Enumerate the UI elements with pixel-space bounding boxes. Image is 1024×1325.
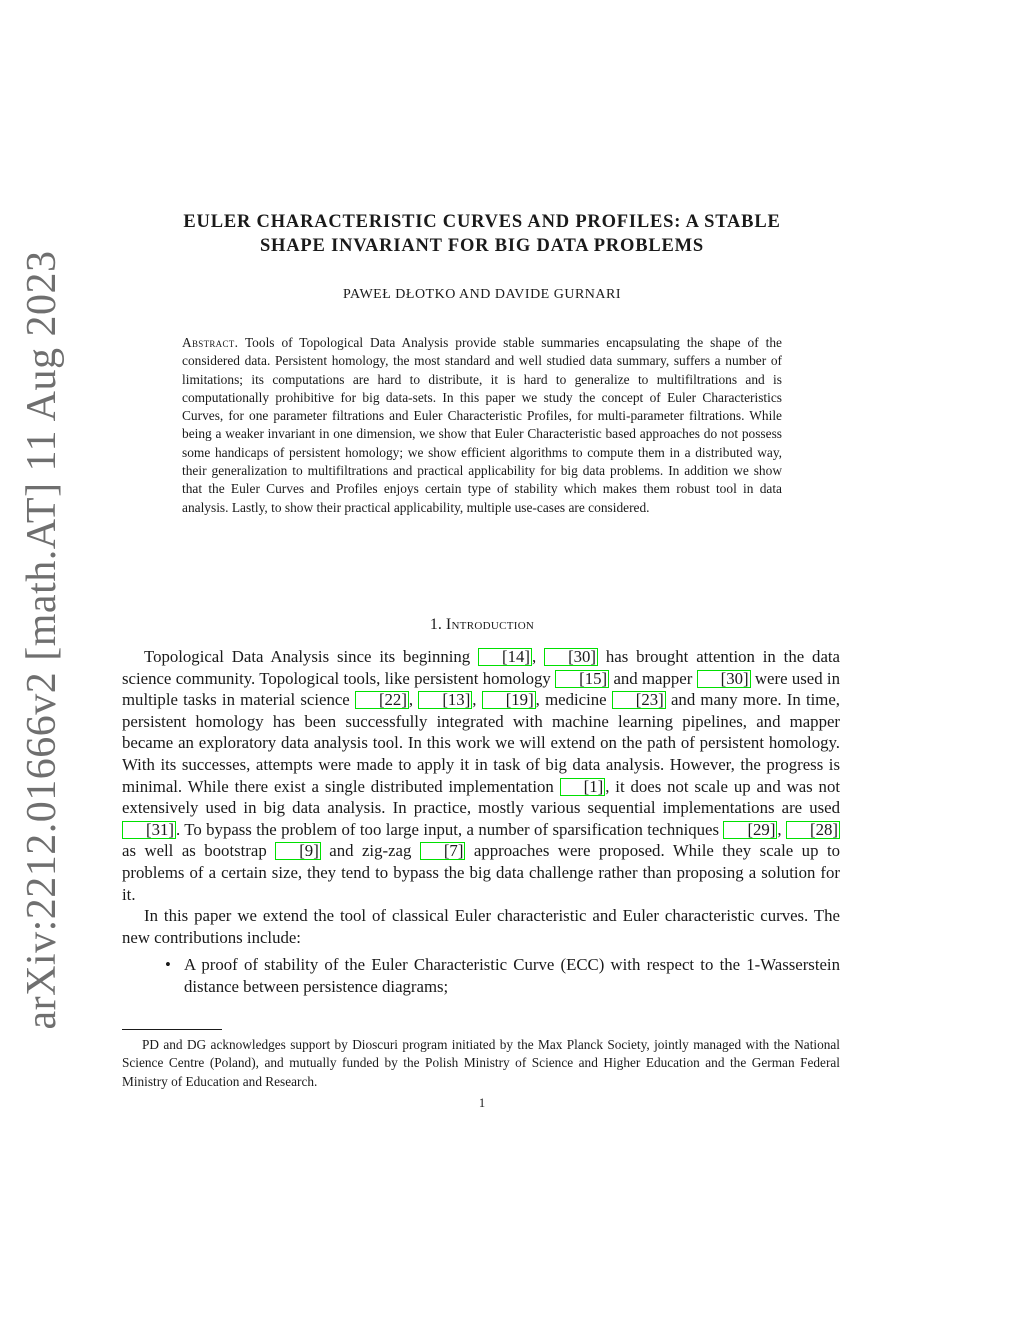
abstract-text: Tools of Topological Data Analysis provide stable summaries encapsulating the shape of the considered data. Persistent homology, the most standard and well studied data summary, suffers a number of limitations; its computations are hard to distribute, it is hard to generalize to multifiltrations and is computationally prohibitive for big data-sets. In this paper we study the concept of Euler Characteristics Curves, for one parameter filtrations and Euler Characteristic Profiles, for multi-parameter filtrations. While being a weaker invariant in one dimension, we show that Euler Characteristic based approaches do not possess some handicaps of persistent homology; we show efficient algorithms to compute them in a distributed way, their generalization to multifiltrations and practical applicability for big data problems. In addition we show that the Euler Curves and Profiles enjoys certain type of stability which makes them robust tool in data analysis. Lastly, to show their practical applicability, multiple use-cases are considered.	[182, 335, 782, 515]
paper-title	[122, 210, 842, 258]
intro-paragraph-1	[122, 646, 840, 905]
citation-link[interactable]: [9]	[275, 842, 321, 860]
text-run: . To bypass the problem of too large input, a number of sparsification techniques	[175, 819, 724, 839]
text-run: as well as bootstrap	[122, 841, 276, 861]
introduction-body	[122, 646, 840, 998]
text-run: ,	[777, 819, 787, 839]
text-run: , medicine	[535, 690, 612, 710]
text-run: has brought attention in the data science community. Topological tools, like persistent homology	[122, 647, 841, 688]
text-run: Topological Data Analysis since its beginning	[144, 647, 479, 666]
arxiv-identifier-text: arXiv:2212.01666v2 [math.AT] 11 Aug 2023	[19, 250, 65, 1030]
text-run: , it does not scale up and was not extensively used in big data analysis. In practice, mostly various sequential implementations are used	[122, 776, 840, 818]
contributions-list	[122, 954, 840, 997]
citation-link[interactable]: [29]	[723, 821, 777, 839]
section-number: 1.	[429, 616, 442, 633]
section-title: Introduction	[445, 616, 535, 633]
bullet-icon: •	[165, 955, 171, 975]
text-run: ,	[532, 647, 545, 666]
citation-link[interactable]: [13]	[418, 691, 472, 709]
footnote-rule	[122, 1029, 222, 1030]
title-line-2: SHAPE INVARIANT FOR BIG DATA PROBLEMS	[259, 236, 705, 256]
citation-link[interactable]: [30]	[544, 648, 598, 666]
abstract-label: Abstract.	[182, 335, 239, 350]
list-item-text: A proof of stability of the Euler Characteristic Curve (ECC) with respect to the 1-Wasserstein distance between persistence diagrams;	[184, 955, 840, 996]
citation-link[interactable]: [30]	[697, 670, 751, 688]
text-run: approaches were proposed. While they scale up to problems of a certain size, they tend to bypass the big data challenge rather than proposing a solution for it.	[122, 841, 840, 904]
text-run: ,	[472, 690, 482, 710]
text-run: and many more. In time, persistent homology has been successfully integrated with machine learning pipelines, and mapper became an exploratory data analysis tool. In this work we will extend on the path of persistent homology. With its successes, attempts were made to apply it in task of big data analysis. However, the progress is minimal. While there exist a single distributed implementation	[122, 690, 841, 796]
authors: PAWEŁ DŁOTKO AND DAVIDE GURNARI	[342, 287, 622, 302]
citation-link[interactable]: [23]	[612, 691, 666, 709]
footnote: PD and DG acknowledges support by Dioscuri program initiated by the Max Planck Society, jointly managed with the National Science Centre (Poland), and mutually funded by the Polish Ministry of Science and Higher Education and the German Federal Ministry of Education and Research.	[122, 1037, 840, 1089]
citation-link[interactable]: [7]	[420, 842, 466, 860]
title-line-1: EULER CHARACTERISTIC CURVES AND PROFILES: A STABLE	[183, 212, 781, 232]
abstract	[182, 334, 782, 517]
page-number: 1	[478, 1096, 486, 1110]
citation-link[interactable]: [15]	[555, 670, 609, 688]
section-heading-introduction	[122, 616, 842, 634]
citation-link[interactable]: [28]	[786, 821, 840, 839]
citation-link[interactable]: [19]	[482, 691, 536, 709]
intro-paragraph-2: In this paper we extend the tool of classical Euler characteristic and Euler characteristic curves. The new contributions include:	[122, 906, 840, 947]
list-item	[165, 954, 840, 997]
citation-link[interactable]: [1]	[560, 778, 606, 796]
citation-link[interactable]: [14]	[478, 648, 532, 666]
citation-link[interactable]: [22]	[355, 691, 409, 709]
text-run: and mapper	[609, 668, 697, 688]
citation-link[interactable]: [31]	[122, 821, 176, 839]
text-run: ,	[408, 690, 419, 710]
text-run: were used in multiple tasks in material science	[122, 668, 840, 710]
text-run: and zig-zag	[320, 841, 420, 861]
